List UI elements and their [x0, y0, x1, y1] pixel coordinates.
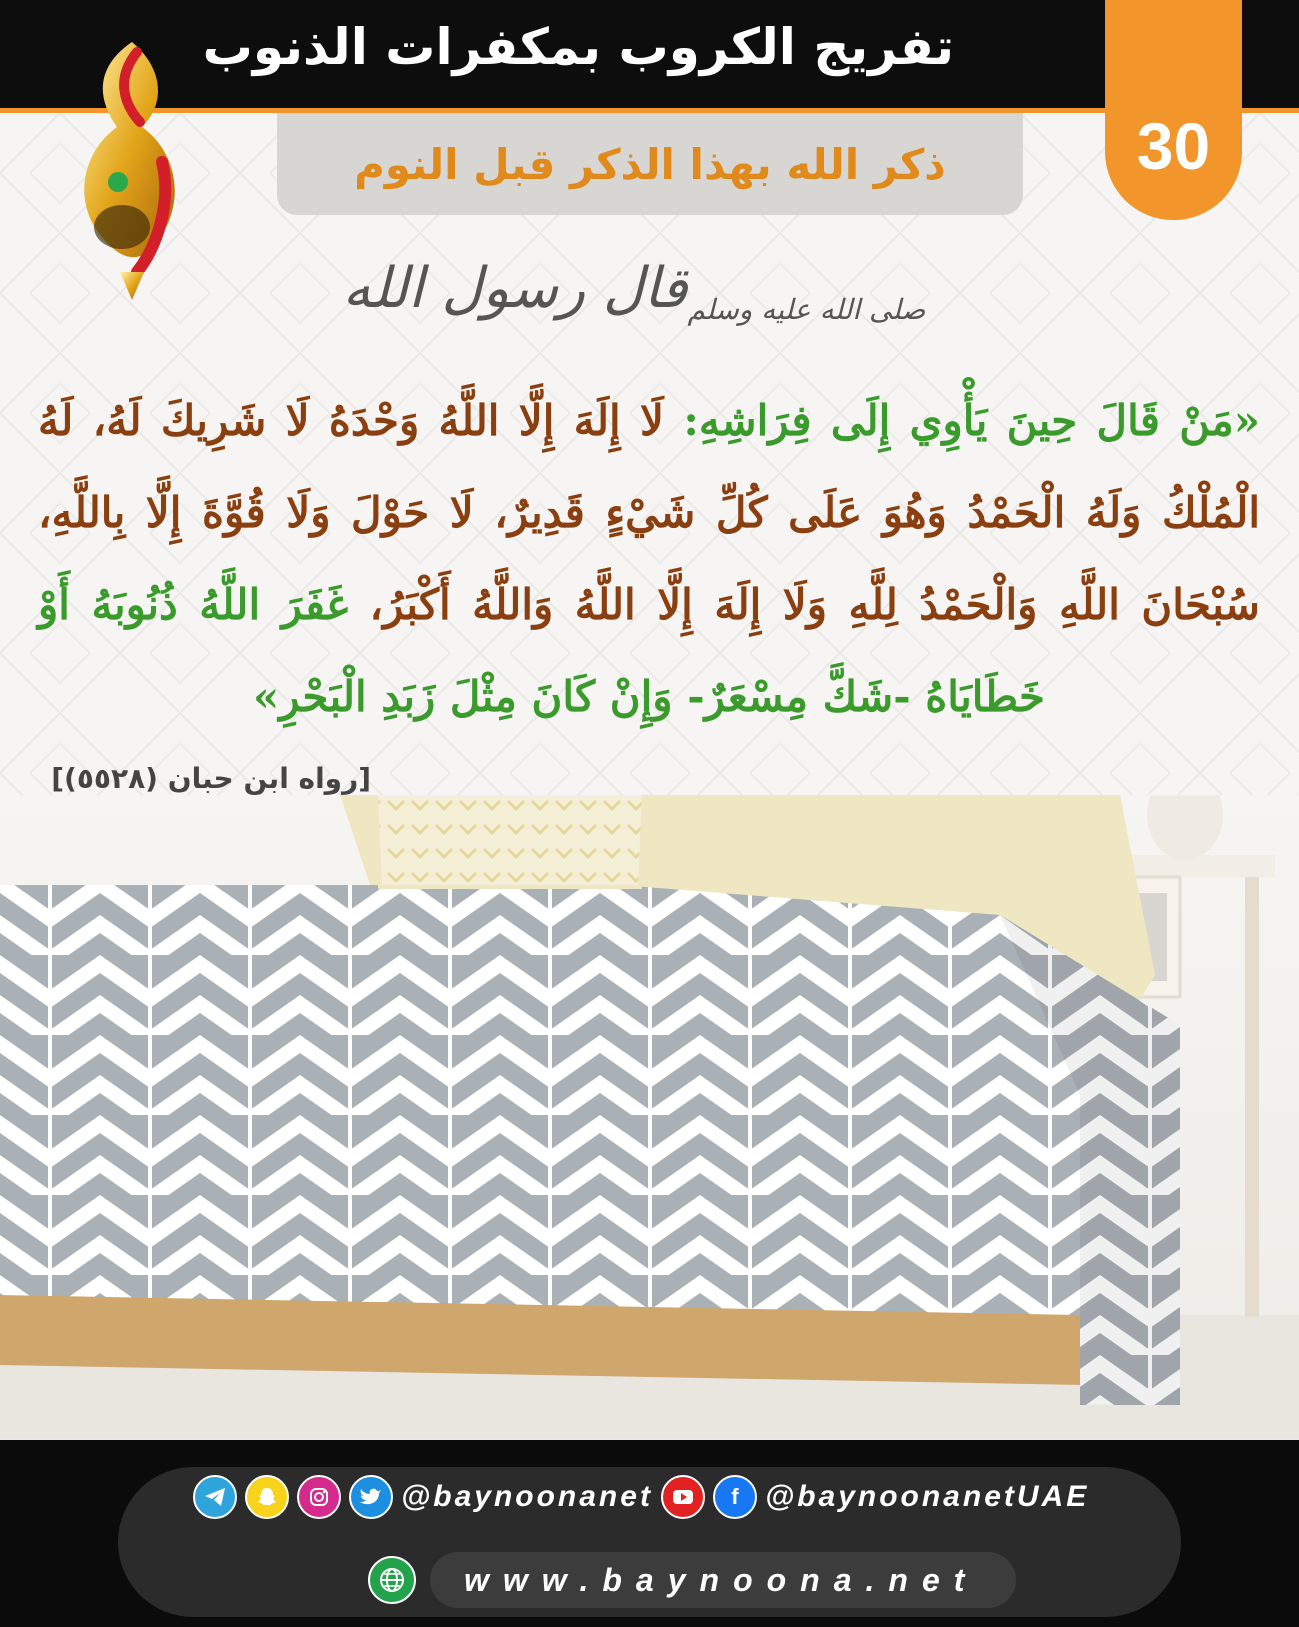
website-url[interactable]: www.baynoona.net: [464, 1561, 979, 1598]
social-links-row: [193, 1472, 1123, 1522]
website-row: [368, 1552, 1016, 1608]
bedroom-photo: [0, 795, 1299, 1437]
subtitle-banner: [277, 113, 1023, 215]
calligraphy-main: قال رسول الله: [342, 255, 688, 321]
globe-icon[interactable]: [368, 1556, 416, 1604]
page-title: تفريج الكروب بمكفرات الذنوب: [202, 18, 954, 76]
social-handle-uae[interactable]: @baynoonanetUAE: [764, 1480, 1090, 1513]
instagram-icon[interactable]: [297, 1475, 341, 1519]
website-link[interactable]: [430, 1552, 1016, 1608]
calligraphy-honorific: صلى الله عليه وسلم: [687, 293, 926, 326]
number-badge: [1105, 0, 1242, 220]
hadith-text: [38, 375, 1260, 743]
hadith-source: [رواه ابن حبان (٥٥٢٨)]: [51, 762, 371, 795]
hadith-dhikr: لَا إِلَهَ إِلَّا اللَّهُ وَحْدَهُ لَا شَرِيكَ لَهُ، لَهُ الْمُلْكُ وَلَهُ الْحَمْدُ وَهُوَ عَلَى كُلِّ شَيْءٍ قَدِيرٌ، لَا حَوْلَ وَلَا قُوَّةَ إِلَّا بِاللَّهِ، سُبْحَانَ اللَّهِ وَالْحَمْدُ لِلَّهِ وَلَا إِلَهَ إِلَّا اللَّهُ وَاللَّهُ أَكْبَرُ،: [38, 396, 1260, 629]
hadith-intro: «مَنْ قَالَ حِينَ يَأْوِي إِلَى فِرَاشِهِ:: [683, 396, 1261, 445]
post-number: 30: [1136, 109, 1211, 183]
telegram-icon[interactable]: [193, 1475, 237, 1519]
social-handle[interactable]: @baynoonanet: [401, 1480, 653, 1513]
subtitle-text: ذكر الله بهذا الذكر قبل النوم: [354, 139, 946, 189]
calligraphy-prophet-said: [340, 228, 940, 348]
twitter-icon[interactable]: [349, 1475, 393, 1519]
hadith-reward: غَفَرَ اللَّهُ ذُنُوبَهُ أَوْ خَطَايَاهُ -شَكَّ مِسْعَرٌ- وَإِنْ كَانَ مِثْلَ زَبَدِ الْبَحْرِ»: [38, 580, 1045, 721]
youtube-icon[interactable]: [661, 1475, 705, 1519]
facebook-icon[interactable]: f: [713, 1475, 757, 1519]
snapchat-icon[interactable]: [245, 1475, 289, 1519]
brand-logo: [62, 32, 192, 302]
